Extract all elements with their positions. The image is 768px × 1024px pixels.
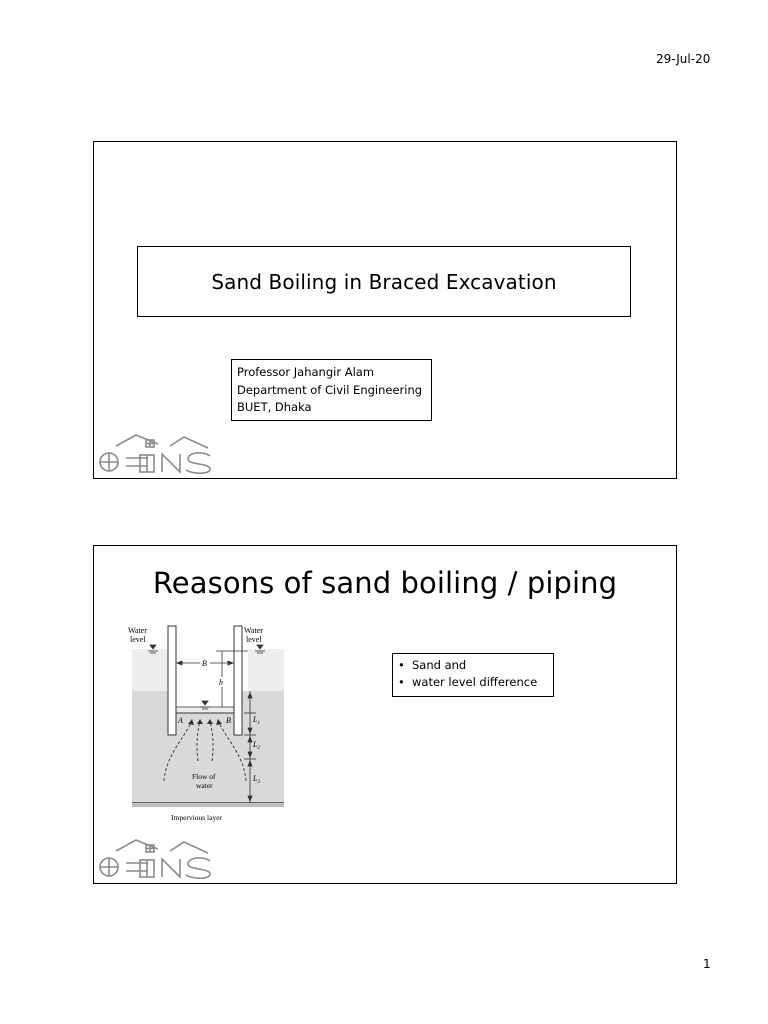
label-flow-2: water — [196, 781, 213, 790]
label-water-level-right-2: level — [246, 635, 262, 644]
bullet-item: • water level difference — [398, 675, 538, 689]
water-left — [132, 649, 168, 691]
page-number: 1 — [703, 957, 711, 971]
author-box — [231, 359, 432, 421]
label-l3: $L_3$ — [253, 774, 260, 785]
bullet-item: • Sand and — [398, 658, 467, 672]
label-l1: $L_1$ — [253, 715, 260, 726]
gns-logo — [96, 837, 214, 879]
label-flow-1: Flow of — [192, 772, 216, 781]
author-institution: BUET, Dhaka — [237, 400, 312, 414]
bullet-box — [392, 653, 554, 697]
excavation-void — [176, 628, 234, 713]
gns-logo — [96, 432, 214, 474]
label-impervious-layer: Impervious layer — [171, 813, 223, 822]
author-department: Department of Civil Engineering — [237, 382, 423, 397]
label-point-a: A — [178, 716, 183, 725]
excavation-water — [176, 707, 234, 713]
label-point-b: B — [226, 716, 231, 725]
water-right — [248, 649, 284, 691]
header-date: 29-Jul-20 — [656, 52, 711, 66]
slide-2-title: Reasons of sand boiling / piping — [152, 566, 618, 600]
author-name: Professor Jahangir Alam — [237, 365, 375, 379]
label-water-level-left-1: Water — [128, 626, 147, 635]
label-l2: $L_2$ — [253, 740, 260, 751]
sheet-pile-left — [168, 626, 176, 735]
sheet-pile-right — [234, 626, 242, 735]
slide-1 — [93, 141, 677, 479]
label-h: h — [219, 678, 223, 687]
braced-excavation-diagram — [124, 621, 292, 831]
label-water-level-left-2: level — [130, 635, 146, 644]
slide-2 — [93, 545, 677, 884]
label-b-width: B — [202, 659, 207, 668]
slide-1-title: Sand Boiling in Braced Excavation — [137, 246, 631, 317]
label-water-level-right-1: Water — [244, 626, 263, 635]
